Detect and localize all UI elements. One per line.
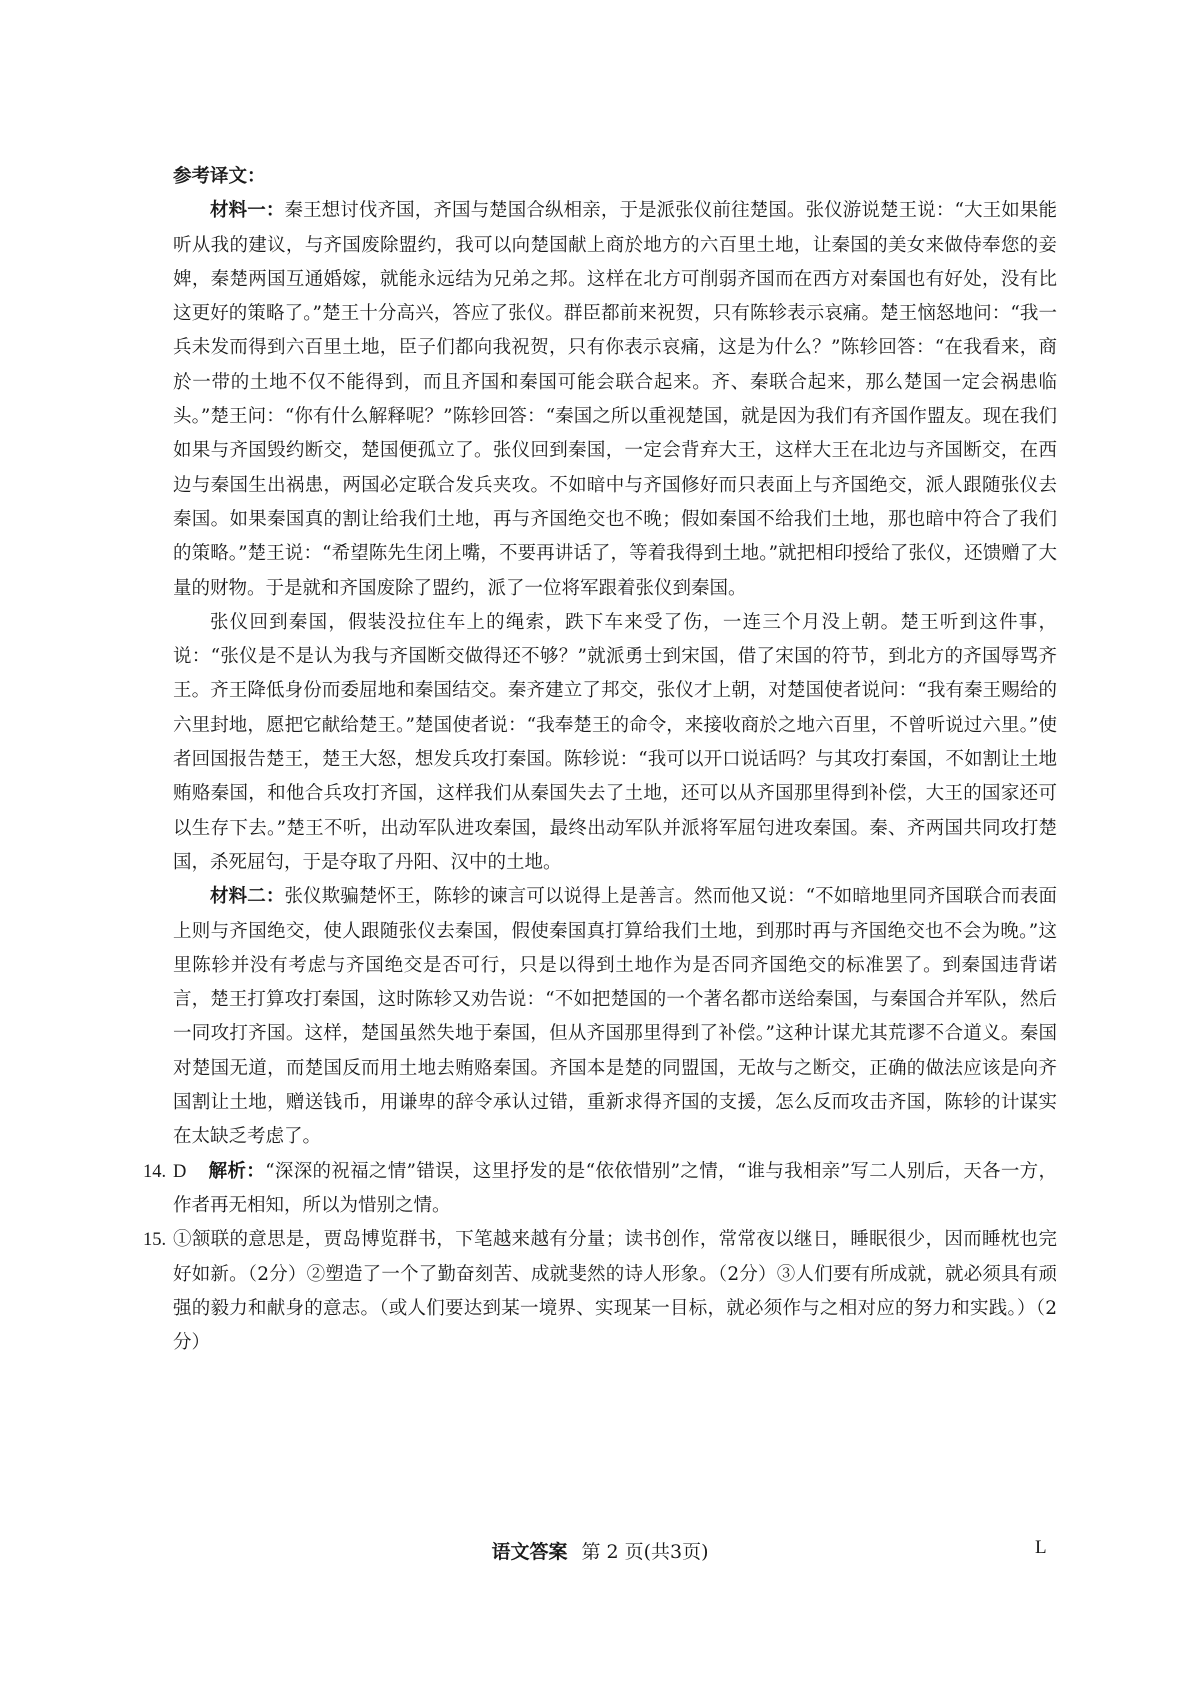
- material-one-paragraph: [173, 194, 1057, 606]
- question-14-text: “深深的祝福之情”错误，这里抒发的是“依依惜别”之情，“谁与我相亲”写二人别后，天各一方，作者再无相知，所以为惜别之情。: [173, 1160, 1057, 1216]
- footer-title: 语文答案: [491, 1541, 568, 1563]
- footer-center: [0, 1537, 1200, 1564]
- section-heading: 参考译文：: [173, 166, 266, 187]
- question-14: [143, 1155, 1057, 1224]
- question-14-number: 14.: [143, 1161, 167, 1182]
- page-footer: [0, 1537, 1200, 1567]
- material-two-text: 张仪欺骗楚怀王，陈轸的谏言可以说得上是善言。然而他又说：“不如暗地里同齐国联合而表面上则与齐国绝交，使人跟随张仪去秦国，假使秦国真打算给我们土地，到那时再与齐国绝交也不会为晚。”这里陈轸并没有考虑与齐国绝交是否可行，只是以得到土地作为是否同齐国绝交的标准罢了。到秦国违背诺言，楚王打算攻打秦国，这时陈轸又劝告说：“不如把楚国的一个著名都市送给秦国，与秦国合并军队，然后一同攻打齐国。这样，楚国虽然失地于秦国，但从齐国那里得到了补偿。”这种计谋尤其荒谬不合道义。秦国对楚国无道，而楚国反而用土地去贿赂秦国。齐国本是楚的同盟国，无故与之断交，正确的做法应该是向齐国割让土地，赠送钱币，用谦卑的辞令承认过错，重新求得齐国的支援，怎么反而攻击齐国，陈轸的计谋实在太缺乏考虑了。: [173, 886, 1057, 1148]
- translation-paragraph-2: 张仪回到秦国，假装没拉住车上的绳索，跌下车来受了伤，一连三个月没上朝。楚王听到这件事，说：“张仪是不是认为我与齐国断交做得还不够？”就派勇士到宋国，借了宋国的符节，到北方的齐国辱骂齐王。齐王降低身份而委屈地和秦国结交。秦齐建立了邦交，张仪才上朝，对楚国使者说问：“我有秦王赐给的六里封地，愿把它献给楚王。”楚国使者说：“我奉楚王的命令，来接收商於之地六百里，不曾听说过六里。”使者回国报告楚王，楚王大怒，想发兵攻打秦国。陈轸说：“我可以开口说话吗？与其攻打秦国，不如割让土地贿赂秦国，和他合兵攻打齐国，这样我们从秦国失去了土地，还可以从齐国那里得到补偿，大王的国家还可以生存下去。”楚王不听，出动军队进攻秦国，最终出动军队并派将军屈匄进攻秦国。秦、齐两国共同攻打楚国，杀死屈匄，于是夺取了丹阳、汉中的土地。: [173, 611, 1057, 873]
- footer-page-number: 第 2 页(共3页): [581, 1541, 709, 1563]
- material-one-label: 材料一：: [210, 200, 285, 222]
- question-15: [143, 1223, 1057, 1360]
- footer-version-code: L: [1035, 1537, 1047, 1558]
- page-content: [143, 160, 1057, 1360]
- material-two-label: 材料二：: [210, 886, 285, 908]
- question-14-analysis-label: 解析：: [208, 1160, 266, 1182]
- question-15-number: 15.: [143, 1230, 167, 1251]
- question-14-answer: D: [173, 1161, 187, 1182]
- material-one-text: 秦王想讨伐齐国，齐国与楚国合纵相亲，于是派张仪前往楚国。张仪游说楚王说：“大王如果能听从我的建议，与齐国废除盟约，我可以向楚国献上商於地方的六百里土地，让秦国的美女来做侍奉您的妾婢，秦楚两国互通婚嫁，就能永远结为兄弟之邦。这样在北方可削弱齐国而在西方对秦国也有好处，没有比这更好的策略了。”楚王十分高兴，答应了张仪。群臣都前来祝贺，只有陈轸表示哀痛。楚王恼怒地问：“我一兵未发而得到六百里土地，臣子们都向我祝贺，只有你表示哀痛，这是为什么？”陈轸回答：“在我看来，商於一带的土地不仅不能得到，而且齐国和秦国可能会联合起来。齐、秦联合起来，那么楚国一定会祸患临头。”楚王问：“你有什么解释呢？”陈轸回答：“秦国之所以重视楚国，就是因为我们有齐国作盟友。现在我们如果与齐国毁约断交，楚国便孤立了。张仪回到秦国，一定会背弃大王，这样大王在北边与齐国断交，在西边与秦国生出祸患，两国必定联合发兵夹攻。不如暗中与齐国修好而只表面上与齐国绝交，派人跟随张仪去秦国。如果秦国真的割让给我们土地，再与齐国绝交也不晚；假如秦国不给我们土地，那也暗中符合了我们的策略。”楚王说：“希望陈先生闭上嘴，不要再讲话了，等着我得到土地。”就把相印授给了张仪，还馈赠了大量的财物。于是就和齐国废除了盟约，派了一位将军跟着张仪到秦国。: [173, 200, 1057, 599]
- question-15-text: ①颔联的意思是，贾岛博览群书，下笔越来越有分量；读书创作，常常夜以继日，睡眠很少，因而睡枕也完好如新。（2分）②塑造了一个了勤奋刻苦、成就斐然的诗人形象。（2分）③人们要有所成就，就必须具有顽强的毅力和献身的意志。（或人们要达到某一境界、实现某一目标，就必须作与之相对应的努力和实践。）（2分）: [173, 1229, 1057, 1354]
- material-two-paragraph: [173, 880, 1057, 1154]
